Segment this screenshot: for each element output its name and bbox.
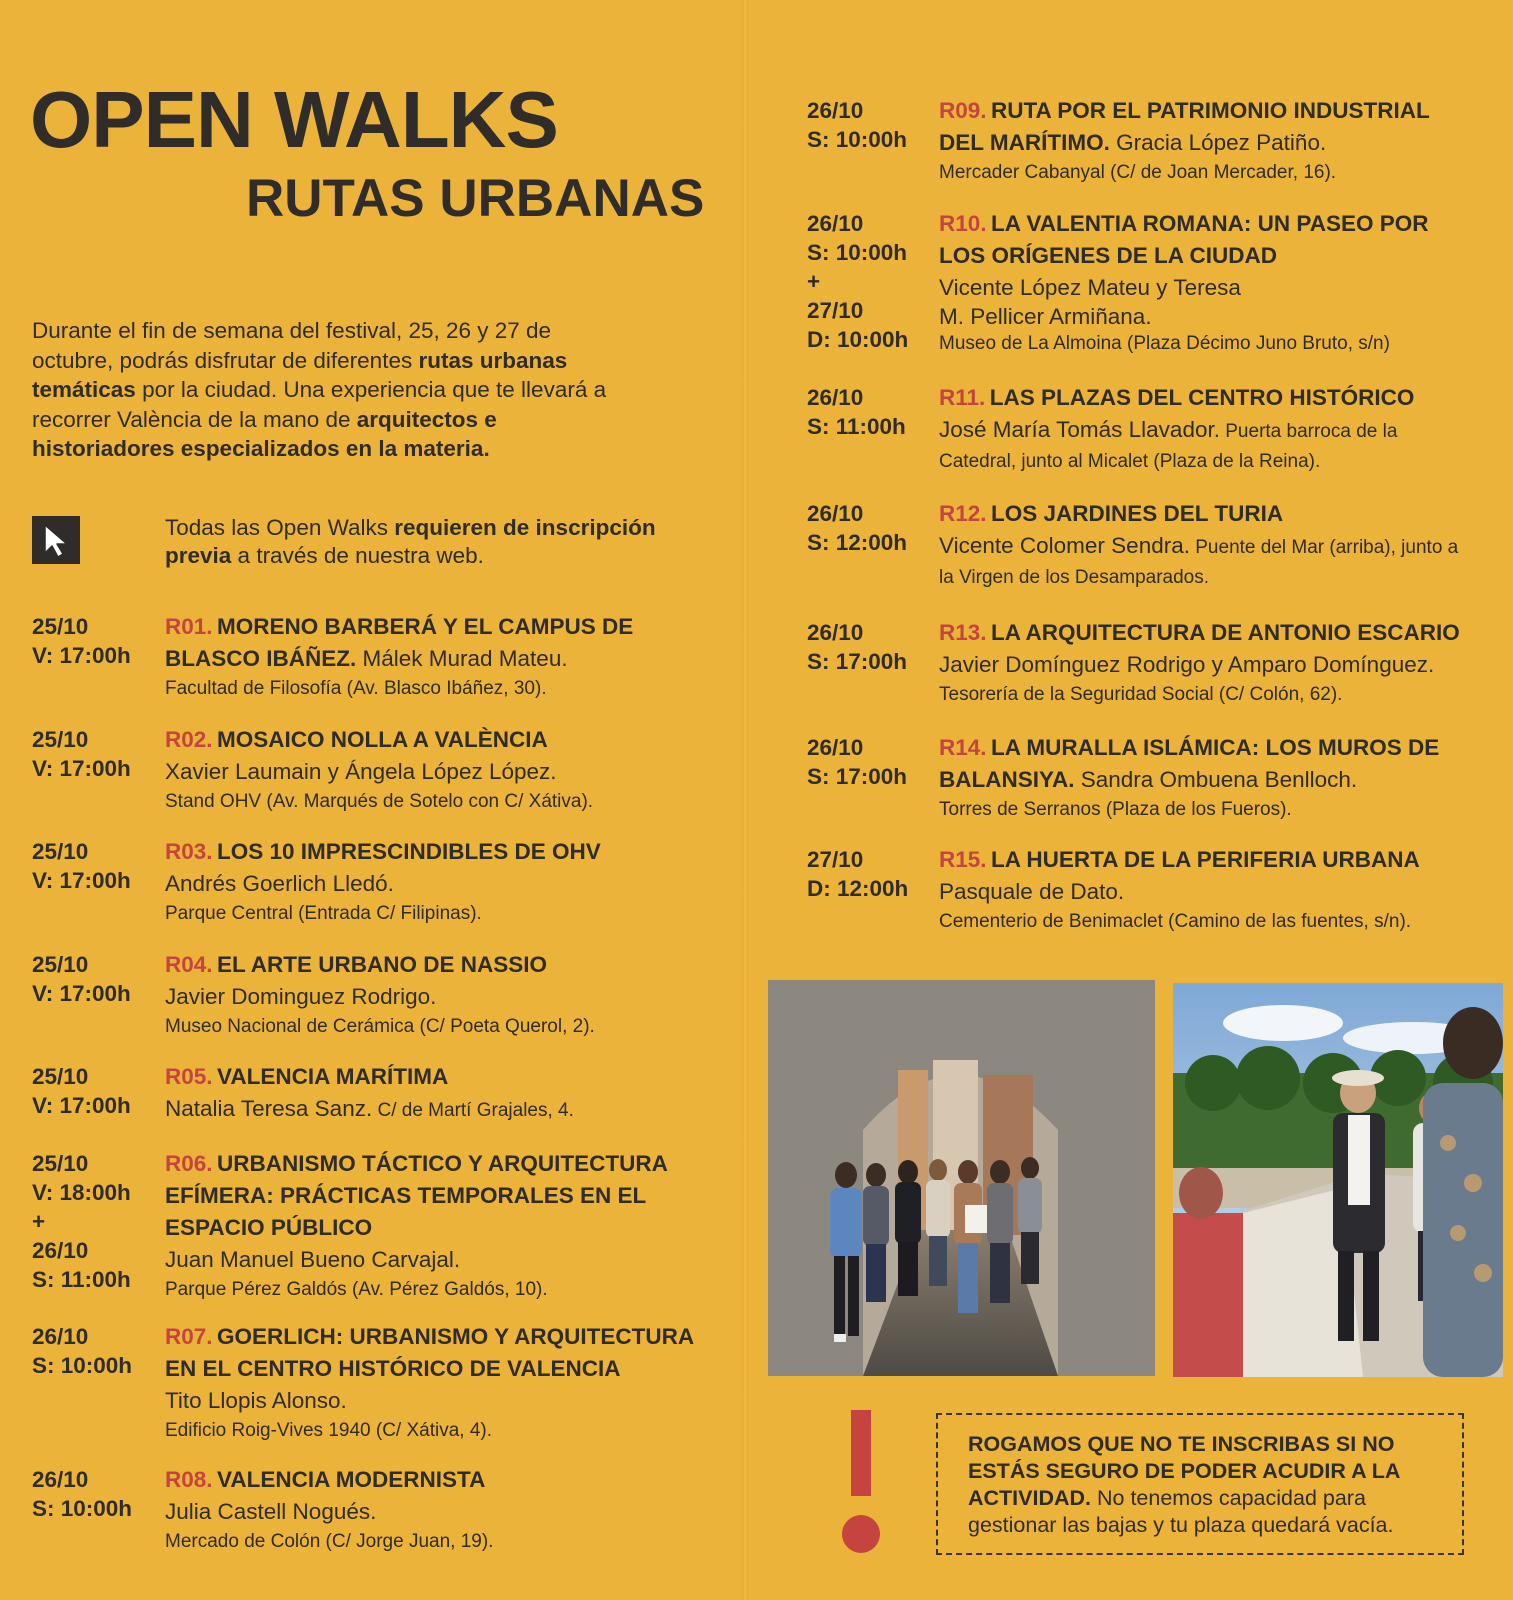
- walk-location: Puente del Mar (arriba), junto a la Virgen de los Desamparados.: [939, 537, 1459, 588]
- walk-info: [165, 725, 710, 815]
- walk-info: [165, 1149, 710, 1303]
- walk-date: 25/10 V: 17:00h: [32, 614, 131, 668]
- walk-guide: Tito Llopis Alonso.: [165, 1388, 347, 1413]
- intro-highlight: arquitectos e historiadores especializados en la materia.: [32, 406, 497, 461]
- walk-code: R15.: [939, 847, 987, 872]
- walk-location: Stand OHV (Av. Marqués de Sotelo con C/ Xátiva).: [165, 791, 594, 812]
- walk-title: LOS 10 IMPRESCINDIBLES DE OHV: [216, 839, 601, 864]
- walk-guide: Sandra Ombuena Benlloch.: [1074, 767, 1358, 792]
- walk-info: [165, 1465, 710, 1555]
- walk-code: R06.: [165, 1151, 213, 1176]
- walk-guide: Pasquale de Dato.: [939, 879, 1125, 904]
- notice-part: a través de nuestra web.: [231, 543, 484, 568]
- walk-code: R14.: [939, 735, 987, 760]
- intro-text: Durante el fin de semana del festival, 25, 26 y 27 de octubre, podrás disfrutar de diferentes: [32, 318, 552, 373]
- walk-date: 25/10 V: 17:00h: [32, 839, 131, 893]
- walk-guide: Natalia Teresa Sanz.: [165, 1096, 373, 1121]
- intro-paragraph: [32, 316, 632, 464]
- walk-location: Edificio Roig-Vives 1940 (C/ Xátiva, 4).: [165, 1420, 493, 1441]
- photo-garden-walk: [1173, 983, 1503, 1377]
- photo-arch-walk: [768, 980, 1155, 1376]
- walk-title: VALENCIA MODERNISTA: [216, 1467, 486, 1492]
- walk-date: 26/10 S: 10:00h: [807, 98, 908, 152]
- walk-guide: Julia Castell Nogués.: [165, 1499, 377, 1524]
- walk-code: R12.: [939, 501, 987, 526]
- walk-info: [939, 383, 1459, 477]
- walk-title: RUTA POR EL PATRIMONIO INDUSTRIAL DEL MARÍTIMO.: [939, 98, 1430, 155]
- walk-date: 25/10 V: 18:00h + 26/10 S: 11:00h: [32, 1151, 131, 1292]
- intro-highlight: rutas urbanas temáticas: [32, 347, 568, 402]
- walk-guide: Javier Dominguez Rodrigo.: [165, 984, 437, 1009]
- walk-title: MOSAICO NOLLA A VALÈNCIA: [216, 727, 548, 752]
- walk-code: R04.: [165, 952, 213, 977]
- walk-code: R07.: [165, 1324, 213, 1349]
- walk-title: EL ARTE URBANO DE NASSIO: [216, 952, 548, 977]
- warning-text: [968, 1431, 1444, 1539]
- cursor-icon: [32, 516, 80, 564]
- walk-code: R08.: [165, 1467, 213, 1492]
- walk-date: 25/10 V: 17:00h: [32, 1064, 131, 1118]
- intro-text: por la ciudad. Una experiencia que te llevará a recorrer València de la mano de: [32, 377, 607, 432]
- walk-title: MORENO BARBERÁ Y EL CAMPUS DE BLASCO IBÁÑEZ.: [165, 614, 634, 671]
- walk-code: R02.: [165, 727, 213, 752]
- notice-text: [165, 514, 685, 570]
- walk-title: LA VALENTIA ROMANA: UN PASEO POR LOS ORÍGENES DE LA CIUDAD: [939, 211, 1429, 268]
- walk-date: 26/10 S: 17:00h: [807, 735, 908, 789]
- walk-info: [165, 950, 710, 1040]
- walk-code: R05.: [165, 1064, 213, 1089]
- walk-info: [939, 209, 1459, 357]
- walk-title: URBANISMO TÁCTICO Y ARQUITECTURA EFÍMERA: PRÁCTICAS TEMPORALES EN EL ESPACIO PÚBLICO: [165, 1151, 667, 1240]
- walk-title: LA ARQUITECTURA DE ANTONIO ESCARIO: [990, 620, 1460, 645]
- walk-title: LAS PLAZAS DEL CENTRO HISTÓRICO: [989, 385, 1415, 410]
- walk-code: R01.: [165, 614, 213, 639]
- walk-guide: Vicente Colomer Sendra.: [939, 533, 1190, 558]
- walk-info: [939, 499, 1459, 593]
- walk-location: Museo de La Almoina (Plaza Décimo Juno Bruto, s/n): [939, 333, 1390, 354]
- exclamation-icon: [841, 1410, 881, 1555]
- warning-body: No tenemos capacidad para gestionar las bajas y tu plaza quedará vacía.: [968, 1486, 1394, 1537]
- walk-location: C/ de Martí Grajales, 4.: [372, 1100, 574, 1121]
- walk-code: R13.: [939, 620, 987, 645]
- walk-title: GOERLICH: URBANISMO Y ARQUITECTURA EN EL CENTRO HISTÓRICO DE VALENCIA: [165, 1324, 694, 1381]
- walk-date: 26/10 S: 10:00h: [32, 1324, 133, 1378]
- walk-location: Mercader Cabanyal (C/ de Joan Mercader, 16).: [939, 162, 1337, 183]
- walk-date: 25/10 V: 17:00h: [32, 952, 131, 1006]
- walk-location: Parque Central (Entrada C/ Filipinas).: [165, 903, 482, 924]
- registration-notice: [32, 514, 732, 574]
- walk-info: [939, 845, 1479, 935]
- walk-title: LA HUERTA DE LA PERIFERIA URBANA: [990, 847, 1420, 872]
- walk-guide: Javier Domínguez Rodrigo y Amparo Domínguez.: [939, 652, 1435, 677]
- walk-guide: Xavier Laumain y Ángela López López.: [165, 759, 557, 784]
- walk-info: [165, 837, 710, 927]
- walk-date: 25/10 V: 17:00h: [32, 727, 131, 781]
- walk-title: LOS JARDINES DEL TURIA: [990, 501, 1284, 526]
- walk-location: Facultad de Filosofía (Av. Blasco Ibáñez, 30).: [165, 678, 547, 699]
- walk-location: Mercado de Colón (C/ Jorge Juan, 19).: [165, 1531, 494, 1552]
- walk-location: Cementerio de Benimaclet (Camino de las fuentes, s/n).: [939, 911, 1412, 932]
- walk-date: 26/10 S: 12:00h: [807, 501, 908, 555]
- walk-location: Museo Nacional de Cerámica (C/ Poeta Querol, 2).: [165, 1016, 595, 1037]
- walk-location: Parque Pérez Galdós (Av. Pérez Galdós, 10).: [165, 1279, 548, 1300]
- walk-code: R03.: [165, 839, 213, 864]
- walk-guide: Gracia López Patiño.: [1109, 130, 1327, 155]
- notice-highlight: requieren de inscripción previa: [165, 515, 656, 568]
- walk-date: 26/10 S: 10:00h: [32, 1467, 133, 1521]
- walk-location: Tesorería de la Seguridad Social (C/ Colón, 62).: [939, 684, 1343, 705]
- walk-guide: Juan Manuel Bueno Carvajal.: [165, 1247, 461, 1272]
- walk-info: [165, 1322, 720, 1444]
- walk-info: [165, 1062, 710, 1126]
- page-title: OPEN WALKS: [30, 75, 558, 164]
- walk-code: R10.: [939, 211, 987, 236]
- walk-location: Puerta barroca de la Catedral, junto al Micalet (Plaza de la Reina).: [939, 421, 1398, 472]
- walk-date: 26/10 S: 11:00h: [807, 385, 906, 439]
- walk-guide: Málek Murad Mateu.: [356, 646, 568, 671]
- walk-date: 27/10 D: 12:00h: [807, 847, 909, 901]
- notice-part: Todas las Open Walks: [165, 515, 395, 540]
- walk-info: [165, 612, 710, 702]
- walk-guide: José María Tomás Llavador.: [939, 417, 1220, 442]
- walk-guide: Andrés Goerlich Lledó.: [165, 871, 394, 896]
- walk-code: R09.: [939, 98, 987, 123]
- walk-title: VALENCIA MARÍTIMA: [216, 1064, 449, 1089]
- walk-info: [939, 96, 1459, 186]
- walk-code: R11.: [939, 385, 986, 410]
- walk-info: [939, 618, 1499, 708]
- walk-title: LA MURALLA ISLÁMICA: LOS MUROS DE BALANSIYA.: [939, 735, 1440, 792]
- walk-guide: Vicente López Mateu y Teresa M. Pellicer Armiñana.: [939, 275, 1241, 329]
- cancellation-warning: [936, 1413, 1464, 1555]
- walk-date: 26/10 S: 17:00h: [807, 620, 908, 674]
- walk-info: [939, 733, 1459, 823]
- page-fold: [742, 0, 748, 1600]
- warning-highlight: ROGAMOS QUE NO TE INSCRIBAS SI NO ESTÁS SEGURO DE PODER ACUDIR A LA ACTIVIDAD.: [968, 1432, 1400, 1510]
- page-subtitle: RUTAS URBANAS: [246, 169, 705, 228]
- walk-location: Torres de Serranos (Plaza de los Fueros).: [939, 799, 1292, 820]
- walk-date: 26/10 S: 10:00h + 27/10 D: 10:00h: [807, 211, 909, 352]
